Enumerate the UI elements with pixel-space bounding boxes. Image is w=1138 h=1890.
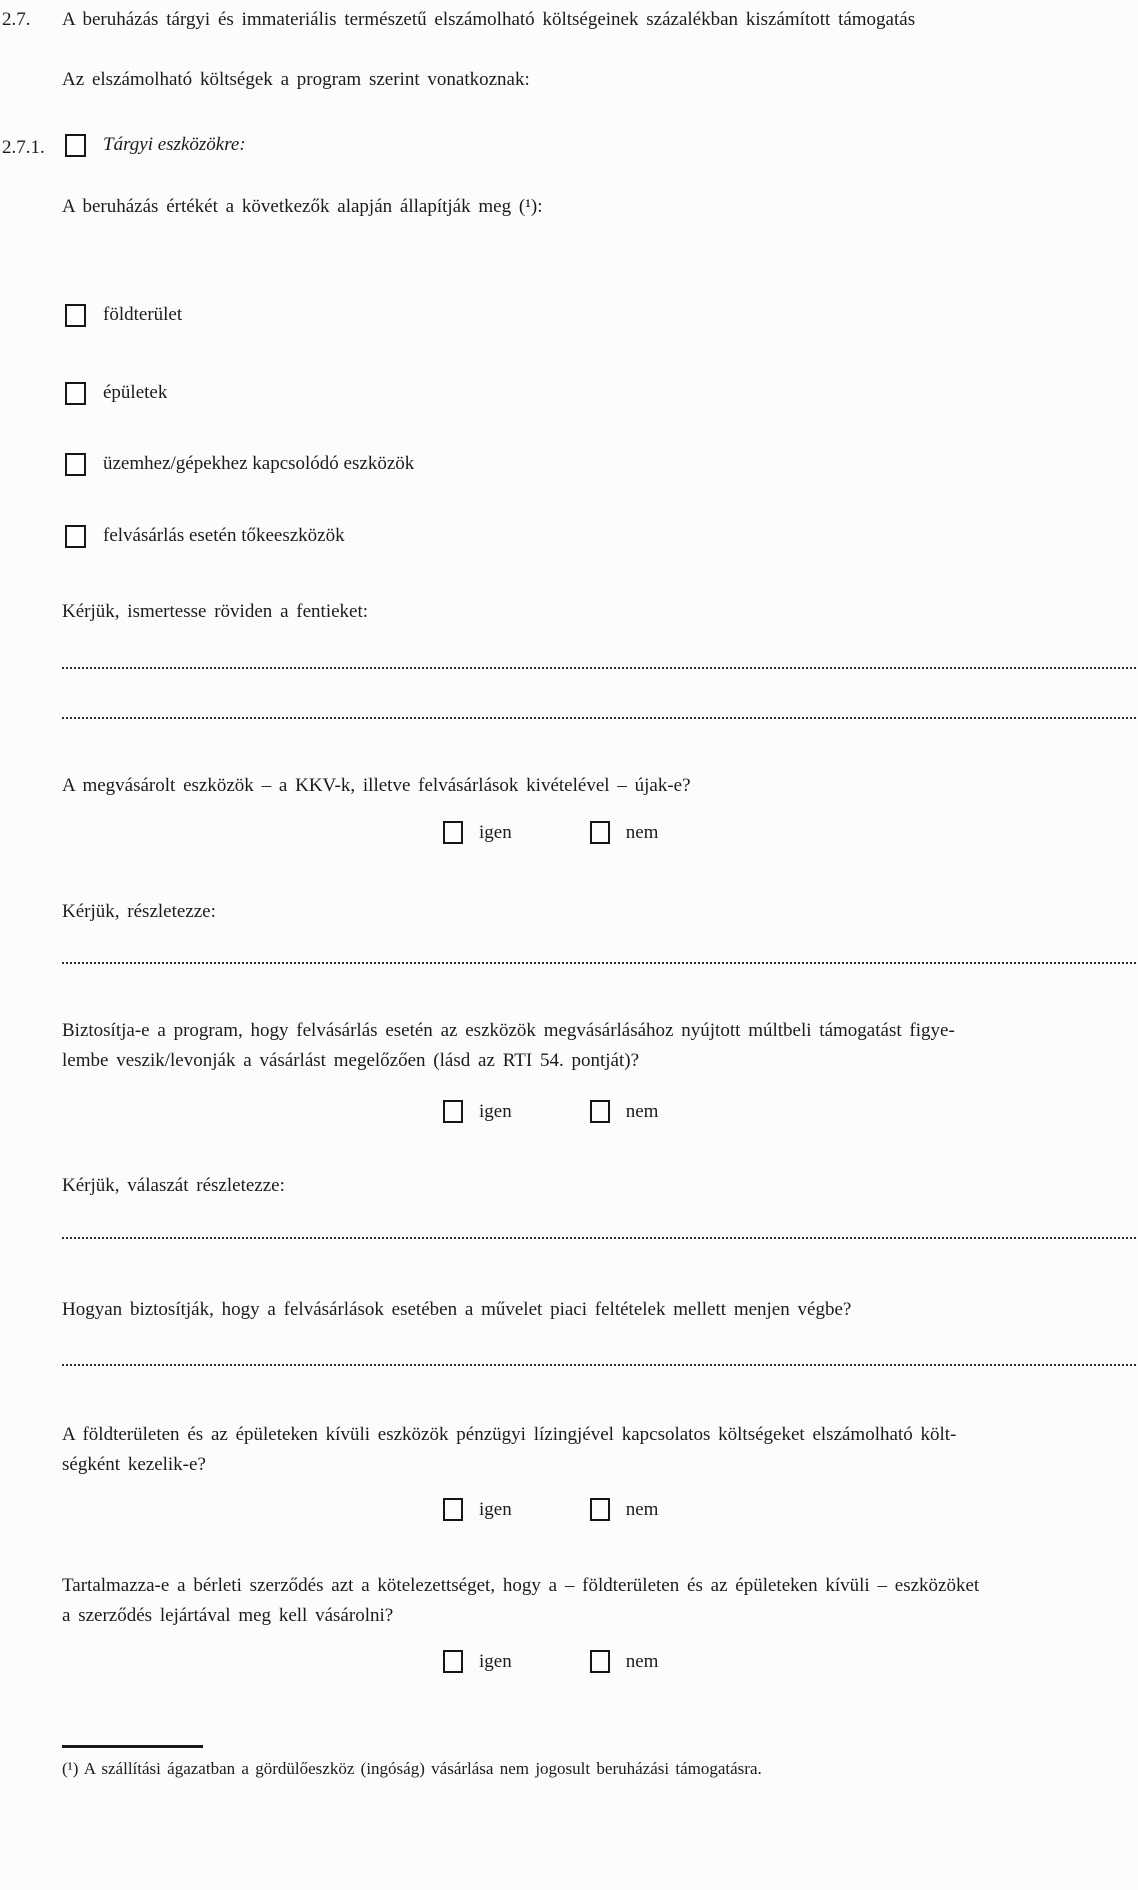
section-title: A beruházás tárgyi és immateriális természetű elszámolható költségeinek százalékban kiszámított támogatás: [62, 9, 916, 30]
yesno-row: [0, 821, 1138, 844]
checklist-item: [65, 381, 167, 405]
no-option: [590, 821, 659, 844]
yesno-row: [0, 1650, 1138, 1673]
question-takeover-line1: Biztosítja-e a program, hogy felvásárlás esetén az eszközök megvásárlásához nyújtott múltbeli támogatást figye-: [62, 1020, 955, 1041]
yes-checkbox[interactable]: [443, 1650, 463, 1673]
question-takeover: [62, 1016, 1108, 1076]
answer-line[interactable]: [62, 711, 1136, 719]
yes-option: [443, 1650, 512, 1673]
no-option: [590, 1498, 659, 1521]
checklist-item: [65, 452, 414, 476]
footnote-rule: [62, 1745, 203, 1748]
no-label: nem: [625, 1100, 659, 1122]
checkbox-epuletek[interactable]: [65, 382, 86, 405]
question-leasing: [62, 1420, 1108, 1480]
describe-prompt: Kérjük, ismertesse röviden a fentieket:: [62, 601, 369, 622]
subsection-number: 2.7.1.: [2, 137, 45, 158]
yes-label: igen: [479, 821, 512, 843]
question-new-assets: A megvásárolt eszközök – a KKV-k, illetve felvásárlások kivételével – újak-e?: [62, 775, 691, 796]
yesno-row: [0, 1498, 1138, 1521]
checklist-item: [65, 303, 182, 327]
question-lease-obligation-line2: a szerződés lejártával meg kell vásárolni?: [62, 1605, 394, 1626]
intro-text: Az elszámolható költségek a program szerint vonatkoznak:: [62, 69, 530, 90]
yes-checkbox[interactable]: [443, 1100, 463, 1123]
no-checkbox[interactable]: [590, 1650, 610, 1673]
checkbox-tokeeszkozok[interactable]: [65, 525, 86, 548]
checklist-label: felvásárlás esetén tőkeeszközök: [103, 525, 345, 546]
yes-option: [443, 1498, 512, 1521]
yes-option: [443, 821, 512, 844]
no-checkbox[interactable]: [590, 1498, 610, 1521]
answer-line[interactable]: [62, 1358, 1136, 1366]
subsection-row: [65, 133, 246, 157]
section-number: 2.7.: [2, 9, 31, 30]
checkbox-foldterulet[interactable]: [65, 304, 86, 327]
answer-line[interactable]: [62, 956, 1136, 964]
basis-intro: A beruházás értékét a következők alapján állapítják meg (¹):: [62, 196, 543, 217]
checklist-label: földterület: [103, 304, 183, 325]
checklist-label: épületek: [103, 382, 168, 403]
answer-line[interactable]: [62, 1231, 1136, 1239]
yes-option: [443, 1100, 512, 1123]
subsection-title: Tárgyi eszközökre:: [103, 134, 246, 155]
yes-label: igen: [479, 1650, 512, 1672]
no-checkbox[interactable]: [590, 1100, 610, 1123]
question-market: Hogyan biztosítják, hogy a felvásárlások esetében a művelet piaci feltételek mellett menjen végbe?: [62, 1299, 852, 1320]
question-leasing-line2: ségként kezelik-e?: [62, 1454, 206, 1475]
yes-label: igen: [479, 1498, 512, 1520]
checklist-label: üzemhez/gépekhez kapcsolódó eszközök: [103, 453, 415, 474]
detail-prompt: Kérjük, részletezze:: [62, 901, 216, 922]
checkbox-uzemhez-gepekhez[interactable]: [65, 453, 86, 476]
question-lease-obligation-line1: Tartalmazza-e a bérleti szerződés azt a kötelezettséget, hogy a – földterületen és az épületeken kívüli – eszközöket: [62, 1575, 980, 1596]
subsection-checkbox[interactable]: [65, 134, 86, 157]
yes-checkbox[interactable]: [443, 1498, 463, 1521]
no-label: nem: [625, 1650, 659, 1672]
footnote-text: (¹) A szállítási ágazatban a gördülőeszköz (ingóság) vásárlása nem jogosult beruházási támogatásra.: [62, 1759, 762, 1778]
question-leasing-line1: A földterületen és az épületeken kívüli eszközök pénzügyi lízingjével kapcsolatos költségeket elszámolható költ-: [62, 1424, 957, 1445]
question-takeover-line2: lembe veszik/levonják a vásárlást megelőzően (lásd az RTI 54. pontját)?: [62, 1050, 640, 1071]
answer-detail-prompt: Kérjük, válaszát részletezze:: [62, 1175, 285, 1196]
yes-checkbox[interactable]: [443, 821, 463, 844]
no-option: [590, 1100, 659, 1123]
no-option: [590, 1650, 659, 1673]
yes-label: igen: [479, 1100, 512, 1122]
no-label: nem: [625, 1498, 659, 1520]
answer-line[interactable]: [62, 661, 1136, 669]
checklist-item: [65, 524, 345, 548]
yesno-row: [0, 1100, 1138, 1123]
no-checkbox[interactable]: [590, 821, 610, 844]
question-lease-obligation: [62, 1571, 1108, 1631]
no-label: nem: [625, 821, 659, 843]
